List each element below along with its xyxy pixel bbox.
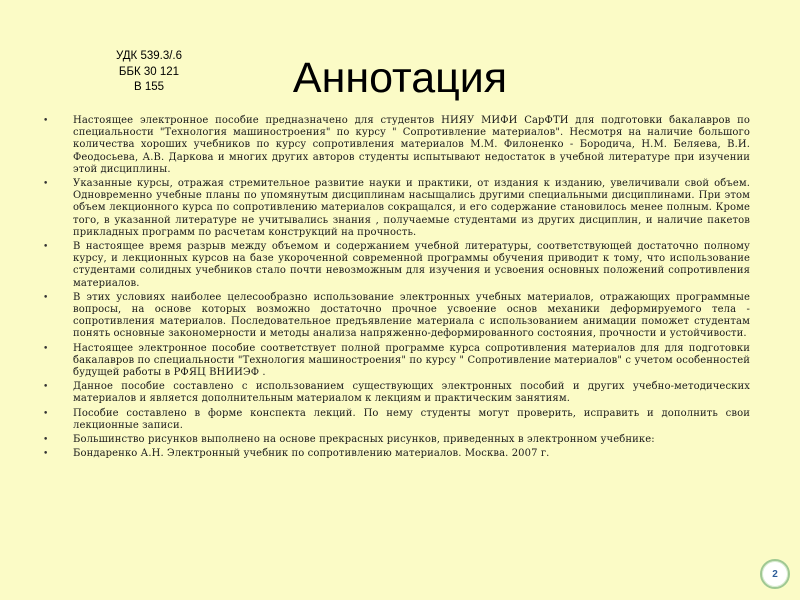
annotation-list — [40, 115, 750, 462]
list-item — [40, 448, 750, 460]
bullet-icon: • — [43, 435, 49, 446]
paragraph-text: В настоящее время разрыв между объемом и содержанием учебной литературы, соответствующей достаточно полному курсу, и лекционных курсов на базе укороченной современной программы обучения приводит к тому, что использование студентами солидных учебников стало почти невозможным для изучения и усвоения основных положений сопротивления материалов. — [73, 241, 750, 289]
list-item — [40, 115, 750, 176]
list-item — [40, 408, 750, 432]
udk-code: УДК 539.3/.6 — [115, 50, 183, 62]
page-number: 2 — [772, 568, 778, 580]
bullet-icon: • — [43, 449, 49, 460]
author-mark: В 155 — [133, 81, 165, 93]
slide-title: Аннотация — [292, 54, 508, 102]
paragraph-text: Настоящее электронное пособие соответствует полной программе курса сопротивления материалов для для подготовки бакалавров по специальности "Технология машиностроения" по курсу " Сопротивление материалов" с учетом особенностей будущей работы в РФЯЦ ВНИИЭФ . — [73, 342, 750, 379]
list-item — [40, 241, 750, 290]
list-item — [40, 343, 750, 380]
paragraph-text: Указанные курсы, отражая стремительное развитие науки и практики, от издания к изданию, увеличивали свой объем. Одновременно учебные планы по упомянутым дисциплинам насыщались другими специальными дисциплинами. При этом объем лекционного курса по сопротивлению материалов сокращался, и его содержание становилось менее полным. Кроме того, в указанной литературе не учитывались знания , получаемые студентами из других дисциплин, и наличие пакетов прикладных программ по расчетам конструкций на прочность. — [73, 178, 750, 238]
list-item — [40, 178, 750, 239]
bullet-icon: • — [43, 242, 49, 253]
list-item — [40, 381, 750, 405]
list-item — [40, 292, 750, 341]
bullet-icon: • — [43, 292, 49, 303]
paragraph-text: Данное пособие составлено с использованием существующих электронных пособий и других учебно-методических материалов и является дополнительным материалом к лекциям и практическим занятиям. — [73, 381, 750, 405]
paragraph-text: Настоящее электронное пособие предназначено для студентов НИЯУ МИФИ СарФТИ для подготовки бакалавров по специальности "Технология машиностроения" по курсу " Сопротивление материалов". Несмотря на наличие большого количества хороших учебников по курсу сопротивления материалов М.М. Филоненко - Бородича, Н.М. Беляева, В.И. Феодосьева, А.В. Даркова и многих других авторов студенты испытывают недостаток в учебной литературе при изучении этой дисциплины. — [73, 115, 750, 175]
bbk-code: ББК 30 121 — [118, 65, 180, 78]
bullet-icon: • — [43, 179, 49, 190]
page-number-badge[interactable] — [760, 559, 790, 589]
bullet-icon: • — [43, 343, 49, 354]
bullet-icon: • — [43, 382, 49, 393]
paragraph-text: Бондаренко А.Н. Электронный учебник по сопротивлению материалов. Москва. 2007 г. — [73, 448, 550, 460]
paragraph-text: Большинство рисунков выполнено на основе прекрасных рисунков, приведенных в электронном учебнике: — [73, 434, 655, 446]
paragraph-text: В этих условиях наиболее целесообразно использование электронных учебных материалов, отражающих программные вопросы, на основе которых возможно достаточно прочное усвоение основ механики деформируемого тела - сопротивления материалов. Последовательное предъявление материала с использованием анимации поможет студентам понять основные закономерности и методы анализа напряженно-деформированного состояния, прочности и устойчивости. — [73, 291, 750, 340]
paragraph-text: Пособие составлено в форме конспекта лекций. По нему студенты могут проверить, исправить и дополнить свои лекционные записи. — [73, 407, 750, 431]
bullet-icon: • — [43, 408, 49, 419]
bullet-icon: • — [43, 116, 49, 126]
list-item — [40, 434, 750, 446]
